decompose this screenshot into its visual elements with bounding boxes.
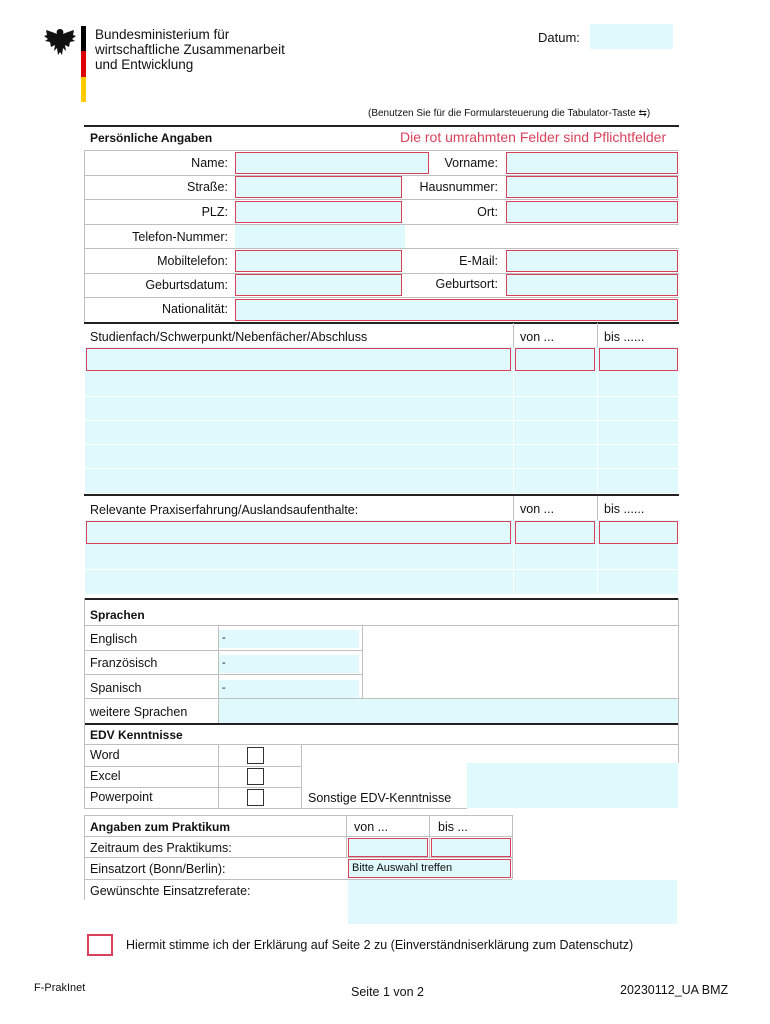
plz-field[interactable] (235, 201, 402, 223)
vorname-field[interactable] (506, 152, 678, 174)
nationalitaet-label: Nationalität: (161, 302, 228, 316)
internship-title: Angaben zum Praktikum (90, 820, 231, 834)
hausnummer-label: Hausnummer: (419, 180, 498, 194)
hausnummer-field[interactable] (506, 176, 678, 198)
section-divider (84, 723, 679, 725)
powerpoint-checkbox[interactable] (247, 789, 264, 806)
geburtsort-label: Geburtsort: (435, 277, 498, 291)
edv-item-label: Powerpoint (90, 790, 153, 804)
other-edv-label: Sonstige EDV-Kenntnisse (308, 791, 452, 805)
more-languages-label: weitere Sprachen (90, 705, 188, 719)
consent-text: Hiermit stimme ich der Erklärung auf Seite 2 zu (Einverständniserklärung zum Datenschutz) (126, 938, 634, 952)
strasse-label: Straße: (187, 180, 228, 194)
franzoesisch-select[interactable]: - (219, 655, 359, 673)
internship-von-label: von ... (354, 820, 389, 834)
mobil-label: Mobiltelefon: (157, 254, 228, 268)
section-divider (84, 322, 679, 324)
practice-header: Relevante Praxiserfahrung/Auslandsaufenthalte: (90, 503, 359, 517)
studies-bis-label: bis ...... (604, 330, 645, 344)
mobil-field[interactable] (235, 250, 402, 272)
federal-eagle-logo (42, 26, 78, 58)
einsatzort-select[interactable]: Bitte Auswahl treffen (348, 859, 511, 878)
practice-bis-1[interactable] (599, 521, 678, 544)
vorname-label: Vorname: (444, 156, 498, 170)
ministry-name: Bundesministerium für wirtschaftliche Zusammenarbeit und Entwicklung (95, 27, 285, 72)
other-edv-field[interactable] (467, 763, 678, 808)
studies-von-label: von ... (520, 330, 555, 344)
zeitraum-bis-field[interactable] (431, 838, 511, 857)
section-divider (84, 815, 512, 816)
ort-field[interactable] (506, 201, 678, 223)
footer-version: 20230112_UA BMZ (620, 983, 729, 997)
plz-label: PLZ: (201, 205, 228, 219)
studies-von-1[interactable] (515, 348, 595, 371)
ort-label: Ort: (477, 205, 498, 219)
geburtsdatum-field[interactable] (235, 274, 402, 296)
spanisch-select[interactable]: - (219, 680, 359, 698)
practice-von-label: von ... (520, 502, 555, 516)
telefon-label: Telefon-Nummer: (132, 230, 228, 244)
studies-bis-1[interactable] (599, 348, 678, 371)
section-divider (84, 125, 679, 127)
studies-field-1[interactable] (86, 348, 511, 371)
practice-bis-label: bis ...... (604, 502, 645, 516)
date-field[interactable] (590, 24, 673, 49)
referate-field[interactable] (348, 880, 677, 924)
section-divider (84, 494, 679, 496)
more-languages-field[interactable] (219, 699, 678, 723)
strasse-field[interactable] (235, 176, 402, 198)
footer-form-id: F-PrakInet (34, 982, 86, 994)
studies-header: Studienfach/Schwerpunkt/Nebenfächer/Abschluss (90, 330, 368, 344)
englisch-select[interactable]: - (219, 630, 359, 648)
personal-section-title: Persönliche Angaben (90, 131, 213, 145)
edv-item-label: Word (90, 748, 120, 762)
date-label: Datum: (538, 30, 580, 45)
word-checkbox[interactable] (247, 747, 264, 764)
required-note: Die rot umrahmten Felder sind Pflichtfelder (400, 129, 667, 145)
languages-title: Sprachen (90, 608, 145, 622)
practice-von-1[interactable] (515, 521, 595, 544)
geburtsdatum-label: Geburtsdatum: (145, 278, 228, 292)
nationalitaet-field[interactable] (235, 299, 678, 321)
email-field[interactable] (506, 250, 678, 272)
language-label: Englisch (90, 632, 138, 646)
flag-bar (81, 26, 86, 102)
geburtsort-field[interactable] (506, 274, 678, 296)
name-label: Name: (191, 156, 228, 170)
language-label: Spanisch (90, 681, 142, 695)
consent-checkbox[interactable] (87, 934, 113, 956)
name-field[interactable] (235, 152, 429, 174)
practice-field-1[interactable] (86, 521, 511, 544)
email-label: E-Mail: (459, 254, 498, 268)
zeitraum-label: Zeitraum des Praktikums: (90, 841, 232, 855)
referate-label: Gewünschte Einsatzreferate: (90, 884, 251, 898)
telefon-field[interactable] (235, 225, 405, 248)
page-number: Seite 1 von 2 (351, 985, 424, 999)
einsatzort-label: Einsatzort (Bonn/Berlin): (90, 862, 226, 876)
internship-bis-label: bis ... (438, 820, 468, 834)
edv-item-label: Excel (90, 769, 121, 783)
edv-title: EDV Kenntnisse (90, 728, 183, 742)
excel-checkbox[interactable] (247, 768, 264, 785)
section-divider (84, 598, 679, 600)
tab-hint: (Benutzen Sie für die Formularsteuerung die Tabulator-Taste ⇆) (368, 108, 651, 119)
zeitraum-von-field[interactable] (348, 838, 428, 857)
language-label: Französisch (90, 656, 158, 670)
